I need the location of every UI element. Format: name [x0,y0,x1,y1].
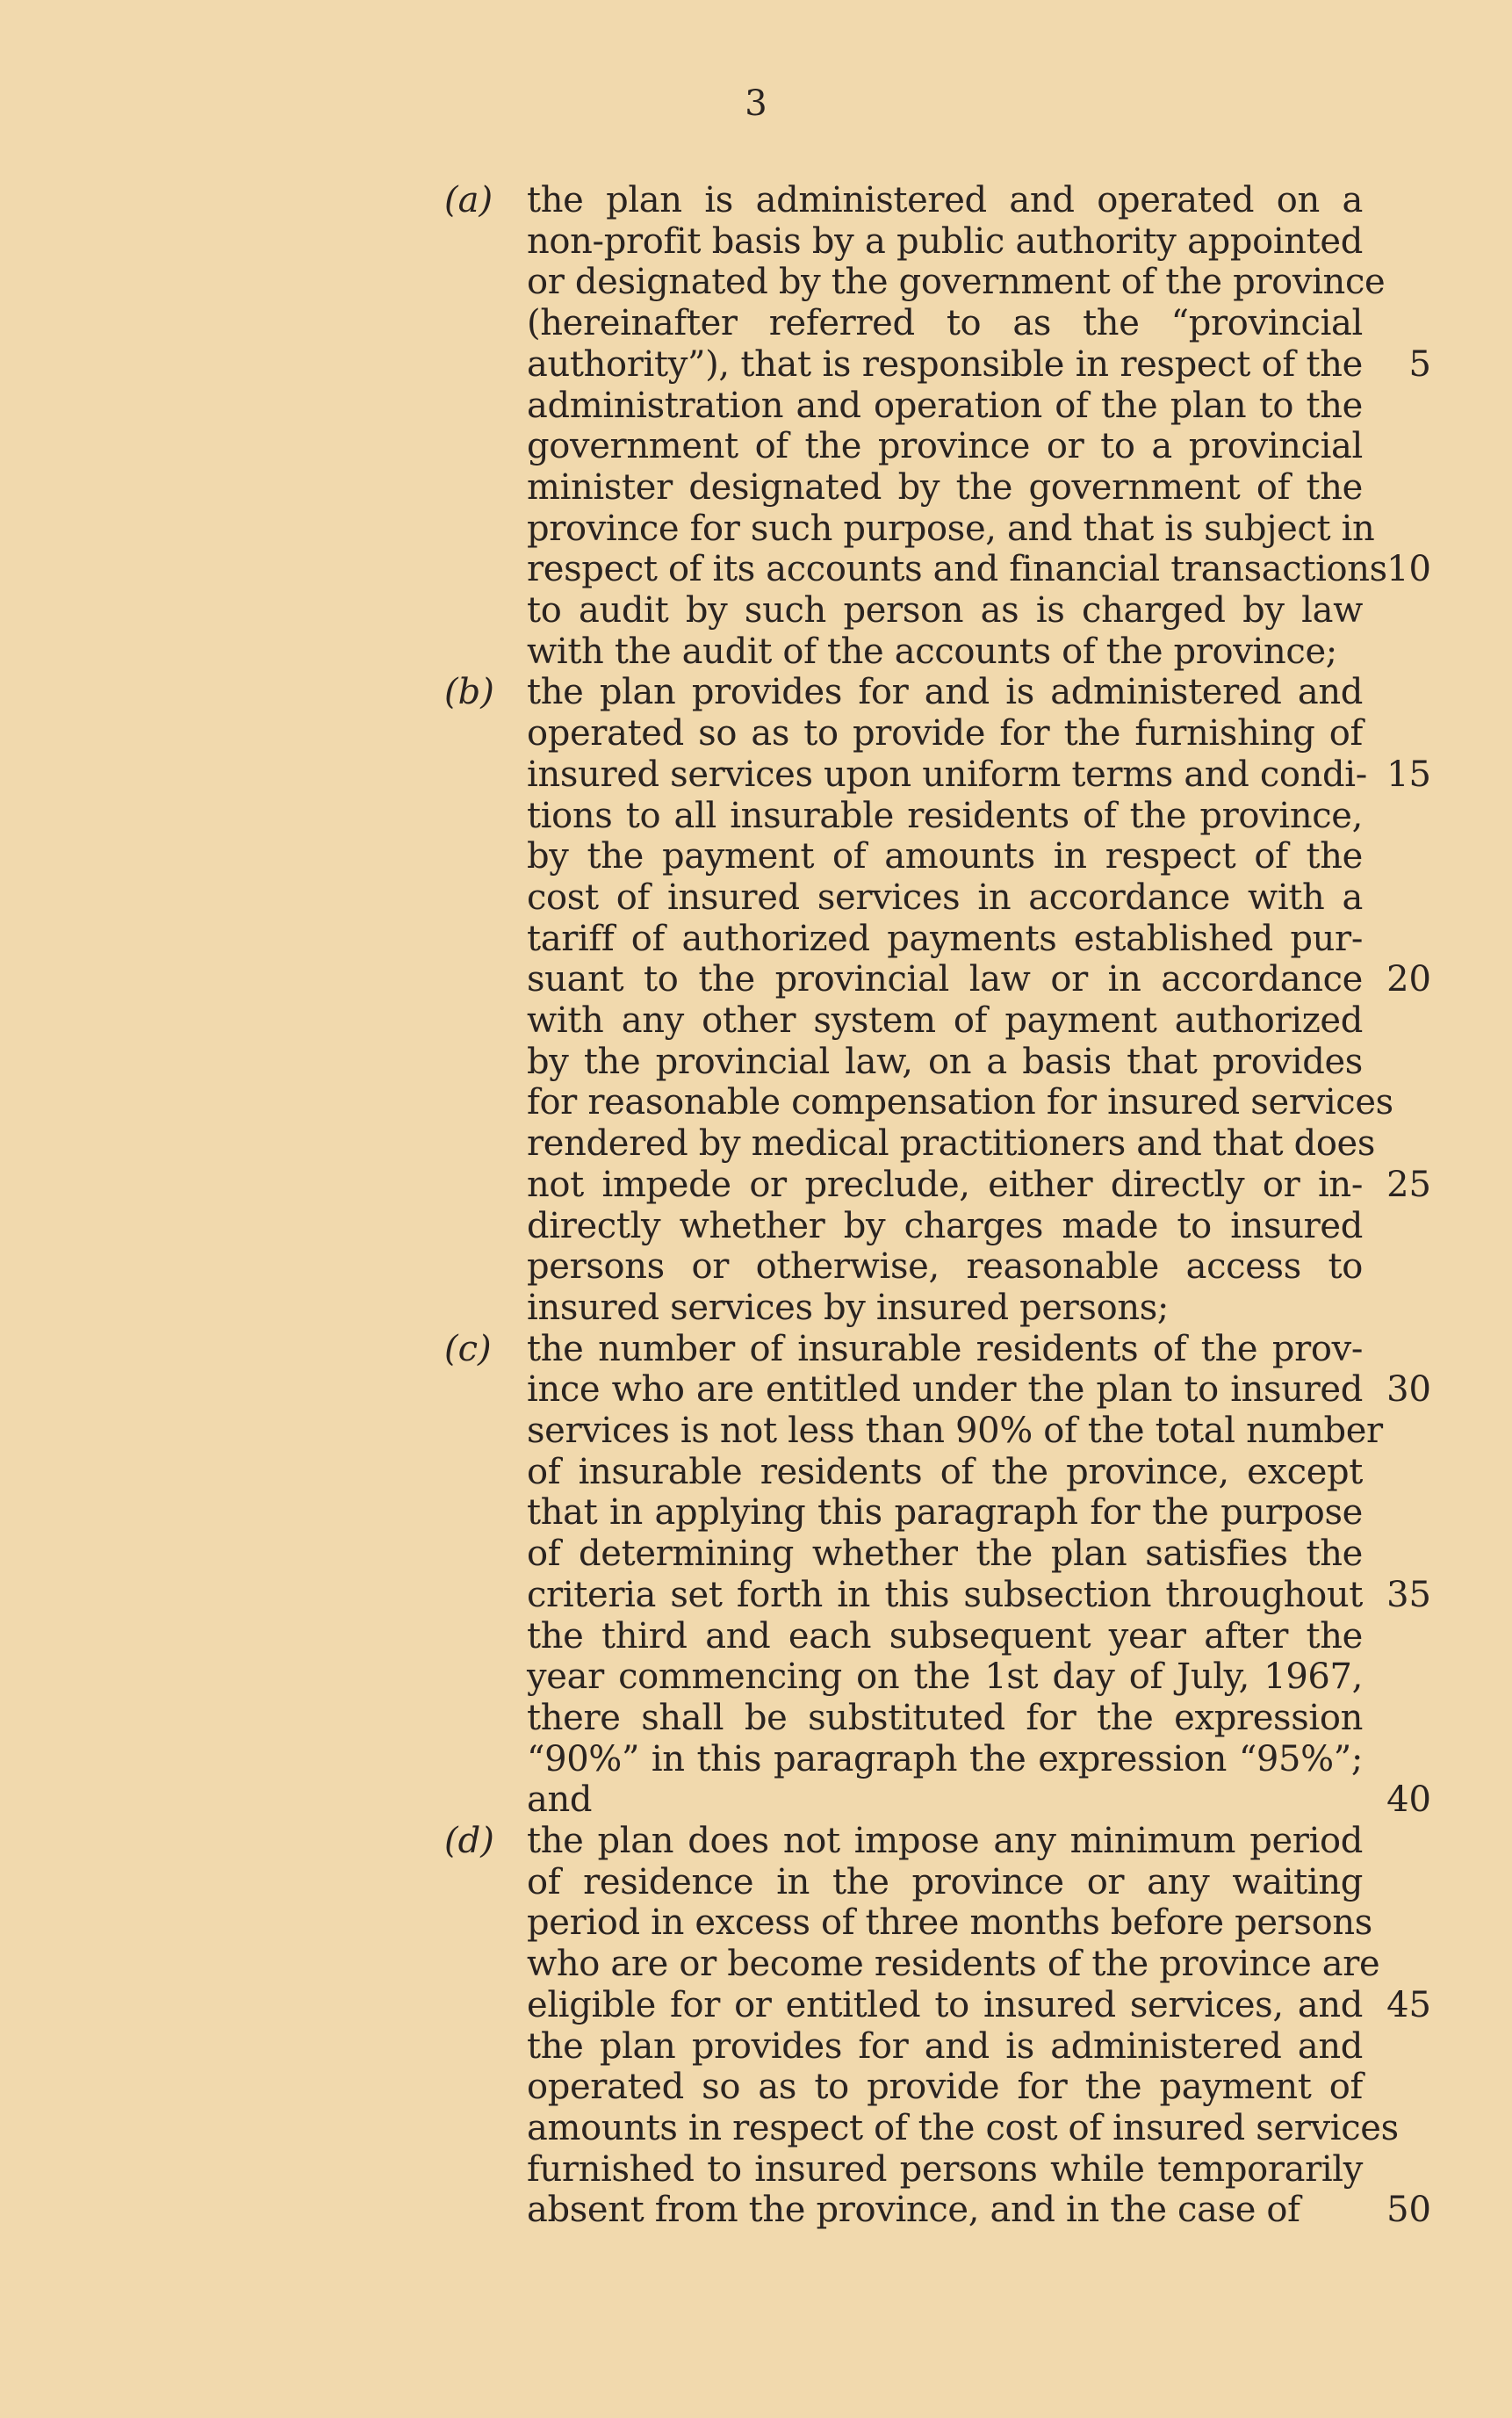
text-line: “90%” in this paragraph the expression “95%”; [527,1738,1363,1779]
text-line: minister designated by the government of the [527,466,1363,508]
text-line: suant to the provincial law or in accordance [527,959,1363,1000]
text-line: the third and each subsequent year after the [527,1615,1363,1657]
text-line: year commencing on the 1st day of July, 1967, [527,1657,1363,1698]
margin-line-number: 20 [1386,959,1431,1000]
text-line: of residence in the province or any waiting [527,1861,1363,1902]
text-line: authority”), that is responsible in respect of the [527,343,1363,385]
text-line: (hereinafter referred to as the “provincial [527,303,1363,344]
text-line: amounts in respect of the cost of insured services [527,2107,1399,2148]
text-line: or designated by the government of the province [527,262,1386,303]
text-line: for reasonable compensation for insured services [527,1082,1393,1123]
text-line: not impede or preclude, either directly or in- [527,1164,1363,1205]
text-line: to audit by such person as is charged by law [527,590,1363,631]
margin-line-number: 25 [1386,1164,1431,1205]
text-line: furnished to insured persons while temporarily [527,2148,1363,2190]
text-line: administration and operation of the plan to the [527,385,1363,426]
text-line: the plan provides for and is administered and [527,672,1363,713]
paragraph-label: (b) [444,672,494,713]
margin-line-number: 5 [1408,343,1431,385]
text-line: of determining whether the plan satisfies the [527,1534,1363,1575]
text-line: respect of its accounts and financial transactions [527,549,1387,590]
text-line: absent from the province, and in the case of [527,2190,1300,2231]
margin-line-number: 15 [1386,754,1431,795]
text-line: criteria set forth in this subsection throughout [527,1574,1363,1615]
paragraph-label: (c) [444,1328,492,1369]
text-line: tions to all insurable residents of the province, [527,795,1363,836]
text-line: cost of insured services in accordance with a [527,877,1363,918]
text-line: by the provincial law, on a basis that provides [527,1041,1363,1082]
text-line: the plan is administered and operated on a [527,180,1363,220]
text-line: persons or otherwise, reasonable access to [527,1246,1363,1288]
text-line: tariff of authorized payments established pur- [527,918,1363,959]
text-line: of insurable residents of the province, except [527,1451,1363,1492]
paragraph-label: (d) [444,1821,494,1861]
text-line: and [527,1779,593,1821]
text-line: operated so as to provide for the furnishing of [527,713,1363,754]
text-line: ince who are entitled under the plan to insured [527,1369,1363,1411]
margin-line-number: 40 [1386,1779,1431,1821]
text-line: non-profit basis by a public authority appointed [527,220,1363,262]
text-line: insured services by insured persons; [527,1287,1170,1328]
paragraph-label: (a) [444,180,493,220]
margin-line-number: 45 [1386,1984,1431,2025]
text-line: rendered by medical practitioners and that does [527,1123,1376,1165]
text-line: eligible for or entitled to insured services, and [527,1984,1363,2025]
text-line: with the audit of the accounts of the province; [527,631,1337,672]
text-line: there shall be substituted for the expression [527,1697,1363,1738]
margin-line-number: 10 [1386,549,1431,590]
text-line: operated so as to provide for the payment of [527,2067,1363,2108]
margin-line-number: 35 [1386,1574,1431,1615]
margin-line-number: 50 [1386,2190,1431,2231]
text-line: that in applying this paragraph for the purpose [527,1492,1363,1534]
text-line: the plan provides for and is administered and [527,2025,1363,2067]
text-line: period in excess of three months before persons [527,1902,1372,1944]
text-line: who are or become residents of the province are [527,1944,1380,1985]
text-line: the plan does not impose any minimum period [527,1821,1363,1861]
margin-line-number: 30 [1386,1369,1431,1411]
page-number: 3 [745,83,767,124]
text-line: government of the province or to a provincial [527,426,1363,467]
text-line: insured services upon uniform terms and condi- [527,754,1367,795]
text-line: the number of insurable residents of the prov- [527,1328,1363,1369]
text-line: with any other system of payment authorized [527,1000,1363,1041]
text-line: by the payment of amounts in respect of the [527,836,1363,877]
text-line: province for such purpose, and that is subject in [527,508,1375,549]
text-line: directly whether by charges made to insured [527,1205,1363,1246]
text-line: services is not less than 90% of the total number [527,1411,1383,1451]
